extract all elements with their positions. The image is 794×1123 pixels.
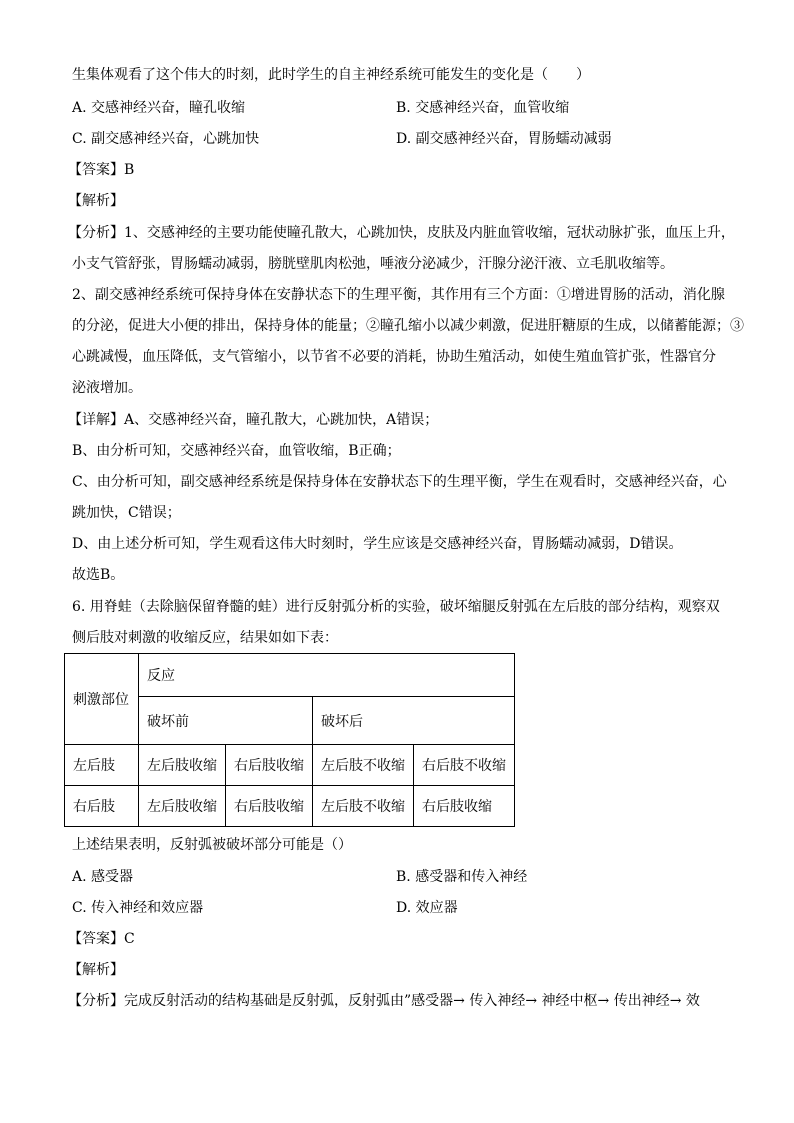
table-cell: 左后肢 (65, 745, 139, 786)
table-cell: 右后肢 (65, 786, 139, 827)
analysis-tag: 【解析】 (68, 193, 124, 209)
analysis-line-5: 心跳减慢，血压降低，支气管缩小，以节省不必要的消耗，协助生殖活动，如使生殖血管扩张，性器官分 (72, 349, 716, 365)
detail-line-6: 故选B。 (72, 567, 125, 583)
table-cell: 右后肢不收缩 (414, 745, 515, 786)
analysis-line-1: 【分析】1、交感神经的主要功能使瞳孔散大，心跳加快，皮肤及内脏血管收缩，冠状动脉扩张，血压上升， (68, 225, 735, 241)
detail-line-1: 【详解】A、交感神经兴奋，瞳孔散大，心跳加快，A错误； (68, 412, 439, 428)
option-d: D. 副交感神经兴奋，胃肠蠕动减弱 (396, 131, 612, 147)
q6-answer-line (68, 929, 135, 949)
table-cell: 右后肢收缩 (226, 745, 313, 786)
q6-stem-line-1: 6. 用脊蛙（去除脑保留脊髓的蛙）进行反射弧分析的实验，破坏缩腿反射弧在左后肢的部分结构，观察双 (72, 599, 720, 615)
detail-line-2: B、由分析可知，交感神经兴奋，血管收缩，B正确； (72, 443, 401, 459)
analysis-line-3: 2、副交感神经系统可保持身体在安静状态下的生理平衡，其作用有三个方面：①增进胃肠的活动，消化腺 (72, 287, 725, 303)
answer-value: C (124, 931, 135, 947)
table-cell: 左后肢收缩 (139, 786, 226, 827)
detail-line-4: 跳加快，C错误； (72, 505, 181, 521)
results-table (64, 653, 515, 827)
header-response: 反应 (139, 654, 515, 697)
option-b: B. 交感神经兴奋，血管收缩 (396, 100, 570, 116)
table-row (65, 745, 515, 786)
header-stimulus: 刺激部位 (65, 654, 139, 745)
table-cell: 左后肢不收缩 (313, 745, 414, 786)
fenxi-tag: 【分析】 (68, 225, 124, 241)
q6-option-a: A. 感受器 (72, 869, 134, 885)
answer-value: B (124, 162, 135, 178)
table-cell: 左后肢收缩 (139, 745, 226, 786)
option-a: A. 交感神经兴奋，瞳孔收缩 (72, 100, 246, 116)
analysis-line-2: 小支气管舒张，胃肠蠕动减弱，膀胱壁肌肉松弛，唾液分泌减少，汗腺分泌汗液、立毛肌收缩等。 (72, 256, 674, 272)
table-cell: 右后肢收缩 (414, 786, 515, 827)
question-stem: 生集体观看了这个伟大的时刻，此时学生的自主神经系统可能发生的变化是（ ） (72, 67, 590, 83)
header-after: 破坏后 (313, 697, 515, 745)
q6-option-c: C. 传入神经和效应器 (72, 900, 204, 916)
detail-line-3: C、由分析可知，副交感神经系统是保持身体在安静状态下的生理平衡，学生在观看时，交感神经兴奋，心 (72, 474, 727, 490)
xiangjie-tag: 【详解】 (68, 412, 124, 428)
header-before: 破坏前 (139, 697, 313, 745)
detail-line-5: D、由上述分析可知，学生观看这伟大时刻时，学生应该是交感神经兴奋，胃肠蠕动减弱，D错误。 (72, 536, 683, 552)
q6-question: 上述结果表明，反射弧被破坏部分可能是（） (72, 837, 352, 853)
analysis-line-4: 的分泌，促进大小便的排出，保持身体的能量；②瞳孔缩小以减少刺激，促进肝糖原的生成，以储蓄能源；③ (72, 318, 744, 334)
q6-analysis-tag: 【解析】 (68, 962, 124, 978)
q6-stem-line-2: 侧后肢对刺激的收缩反应，结果如如下表： (72, 630, 338, 646)
table-cell: 右后肢收缩 (226, 786, 313, 827)
answer-tag: 【答案】 (68, 931, 124, 947)
table-cell: 左后肢不收缩 (313, 786, 414, 827)
table-row (65, 786, 515, 827)
analysis-line-6: 泌液增加。 (72, 380, 142, 396)
q6-option-b: B. 感受器和传入神经 (396, 869, 528, 885)
option-c: C. 副交感神经兴奋，心跳加快 (72, 131, 260, 147)
answer-tag: 【答案】 (68, 162, 124, 178)
q6-analysis-line: 【分析】完成反射活动的结构基础是反射弧，反射弧由”感受器→ 传入神经→ 神经中枢→ 传出神经→ 效 (68, 993, 700, 1009)
answer-line (68, 160, 134, 180)
q6-option-d: D. 效应器 (396, 900, 458, 916)
fenxi-tag: 【分析】 (68, 993, 124, 1009)
